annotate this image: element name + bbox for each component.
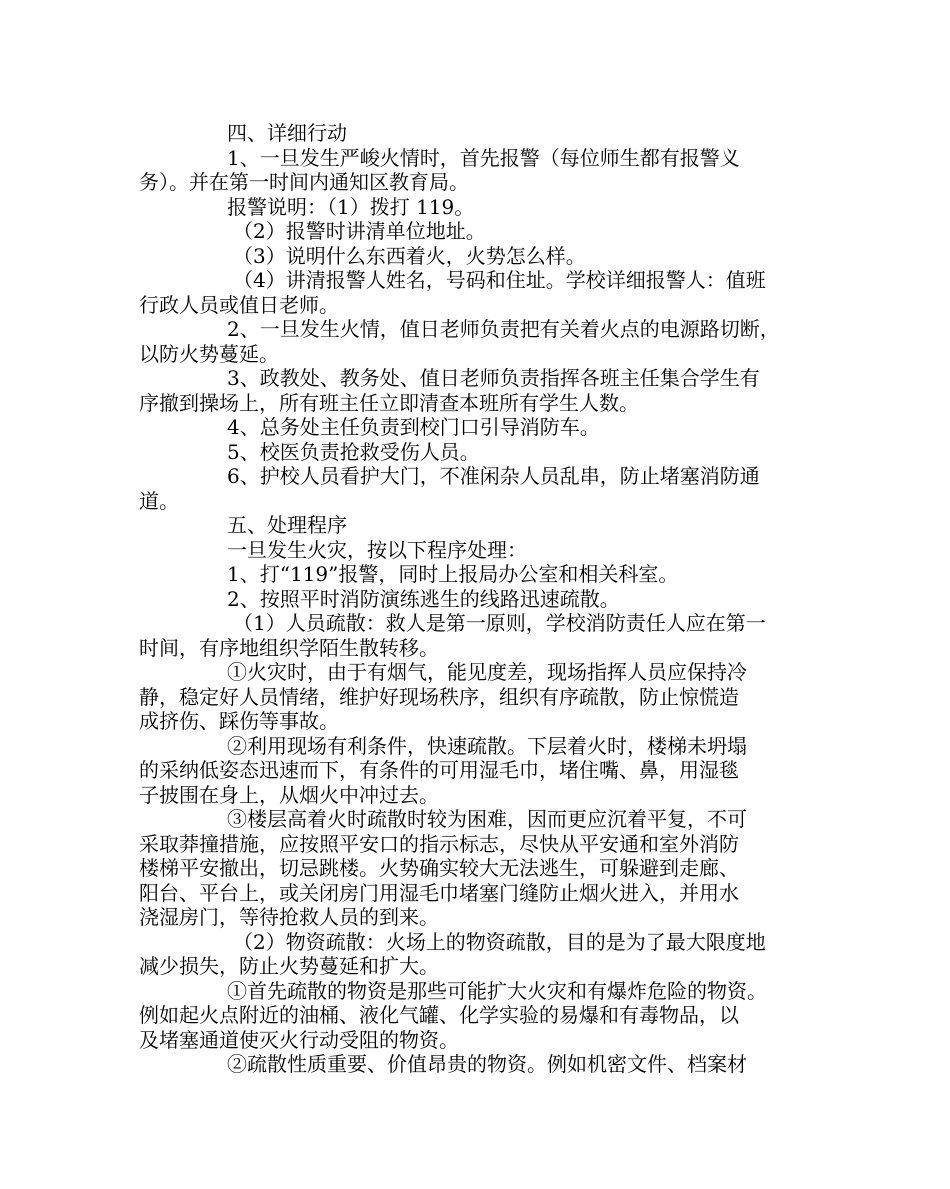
paragraph: ①首先疏散的物资是那些可能扩大火灾和有爆炸危险的物资。 <box>227 979 767 1003</box>
paragraph: 2、按照平时消防演练逃生的线路迅速疏散。 <box>227 587 620 611</box>
paragraph-continuation: 时间，有序地组织学陌生散转移。 <box>139 636 439 660</box>
paragraph: 一旦发生火灾，按以下程序处理： <box>227 538 527 562</box>
paragraph-continuation: 的采纳低姿态迅速而下，有条件的可用湿毛巾，堵住嘴、鼻，用湿毯 <box>139 758 739 782</box>
paragraph: 6、护校人员看护大门，不准闲杂人员乱串，防止堵塞消防通 <box>227 464 760 488</box>
paragraph-continuation: 及堵塞通道使灭火行动受阻的物资。 <box>139 1028 459 1052</box>
paragraph: ①火灾时，由于有烟气，能见度差，现场指挥人员应保持冷 <box>227 660 747 684</box>
paragraph-continuation: 行政人员或值日老师。 <box>139 293 339 317</box>
paragraph: 5、校医负责抢救受伤人员。 <box>227 440 480 464</box>
section-heading-4: 四、详细行动 <box>227 121 347 145</box>
paragraph-continuation: 序撤到操场上，所有班主任立即清查本班所有学生人数。 <box>139 391 639 415</box>
paragraph: ②利用现场有利条件，快速疏散。下层着火时，楼梯未坍塌 <box>227 734 747 758</box>
paragraph-continuation: 道。 <box>139 489 179 513</box>
paragraph-continuation: 采取莽撞措施，应按照平安口的指示标志，尽快从平安通和室外消防 <box>139 832 739 856</box>
paragraph: （1）人员疏散：救人是第一原则，学校消防责任人应在第一 <box>233 611 766 635</box>
paragraph-continuation: 务）。并在第一时间内通知区教育局。 <box>139 170 469 194</box>
paragraph-continuation: 以防火势蔓延。 <box>139 342 279 366</box>
paragraph-continuation: 成挤伤、踩伤等事故。 <box>139 709 339 733</box>
paragraph: （2）报警时讲清单位地址。 <box>233 219 486 243</box>
paragraph-continuation: 减少损失，防止火势蔓延和扩大。 <box>139 954 439 978</box>
paragraph: 4、总务处主任负责到校门口引导消防车。 <box>227 415 600 439</box>
paragraph-continuation: 静，稳定好人员情绪，维护好现场秩序，组织有序疏散，防止惊慌造 <box>139 685 739 709</box>
paragraph-continuation: 阳台、平台上，或关闭房门用湿毛巾堵塞门缝防止烟火进入，并用水 <box>139 881 739 905</box>
paragraph: ②疏散性质重要、价值昂贵的物资。例如机密文件、档案材 <box>227 1052 747 1076</box>
paragraph: （4）讲清报警人姓名，号码和住址。学校详细报警人：值班 <box>233 268 766 292</box>
paragraph-continuation: 浇湿房门，等待抢救人员的到来。 <box>139 905 439 929</box>
paragraph: ③楼层高着火时疏散时较为困难，因而更应沉着平复，不可 <box>227 807 747 831</box>
paragraph: 报警说明：（1）拨打 119。 <box>227 195 475 219</box>
paragraph: 1、打“119”报警，同时上报局办公室和相关科室。 <box>227 562 679 586</box>
paragraph: 1、一旦发生严峻火情时，首先报警（每位师生都有报警义 <box>227 146 740 170</box>
paragraph-continuation: 楼梯平安撤出，切忌跳楼。火势确实较大无法逃生，可躲避到走廊、 <box>139 856 739 880</box>
paragraph: （2）物资疏散：火场上的物资疏散，目的是为了最大限度地 <box>233 930 766 954</box>
paragraph: （3）说明什么东西着火，火势怎么样。 <box>233 244 586 268</box>
paragraph-continuation: 子披围在身上，从烟火中冲过去。 <box>139 783 439 807</box>
paragraph-continuation: 例如起火点附近的油桶、液化气罐、化学实验的易爆和有毒物品，以 <box>139 1003 739 1027</box>
paragraph: 3、政教处、教务处、值日老师负责指挥各班主任集合学生有 <box>227 366 760 390</box>
section-heading-5: 五、处理程序 <box>227 513 347 537</box>
paragraph: 2、一旦发生火情，值日老师负责把有关着火点的电源路切断， <box>227 317 780 341</box>
